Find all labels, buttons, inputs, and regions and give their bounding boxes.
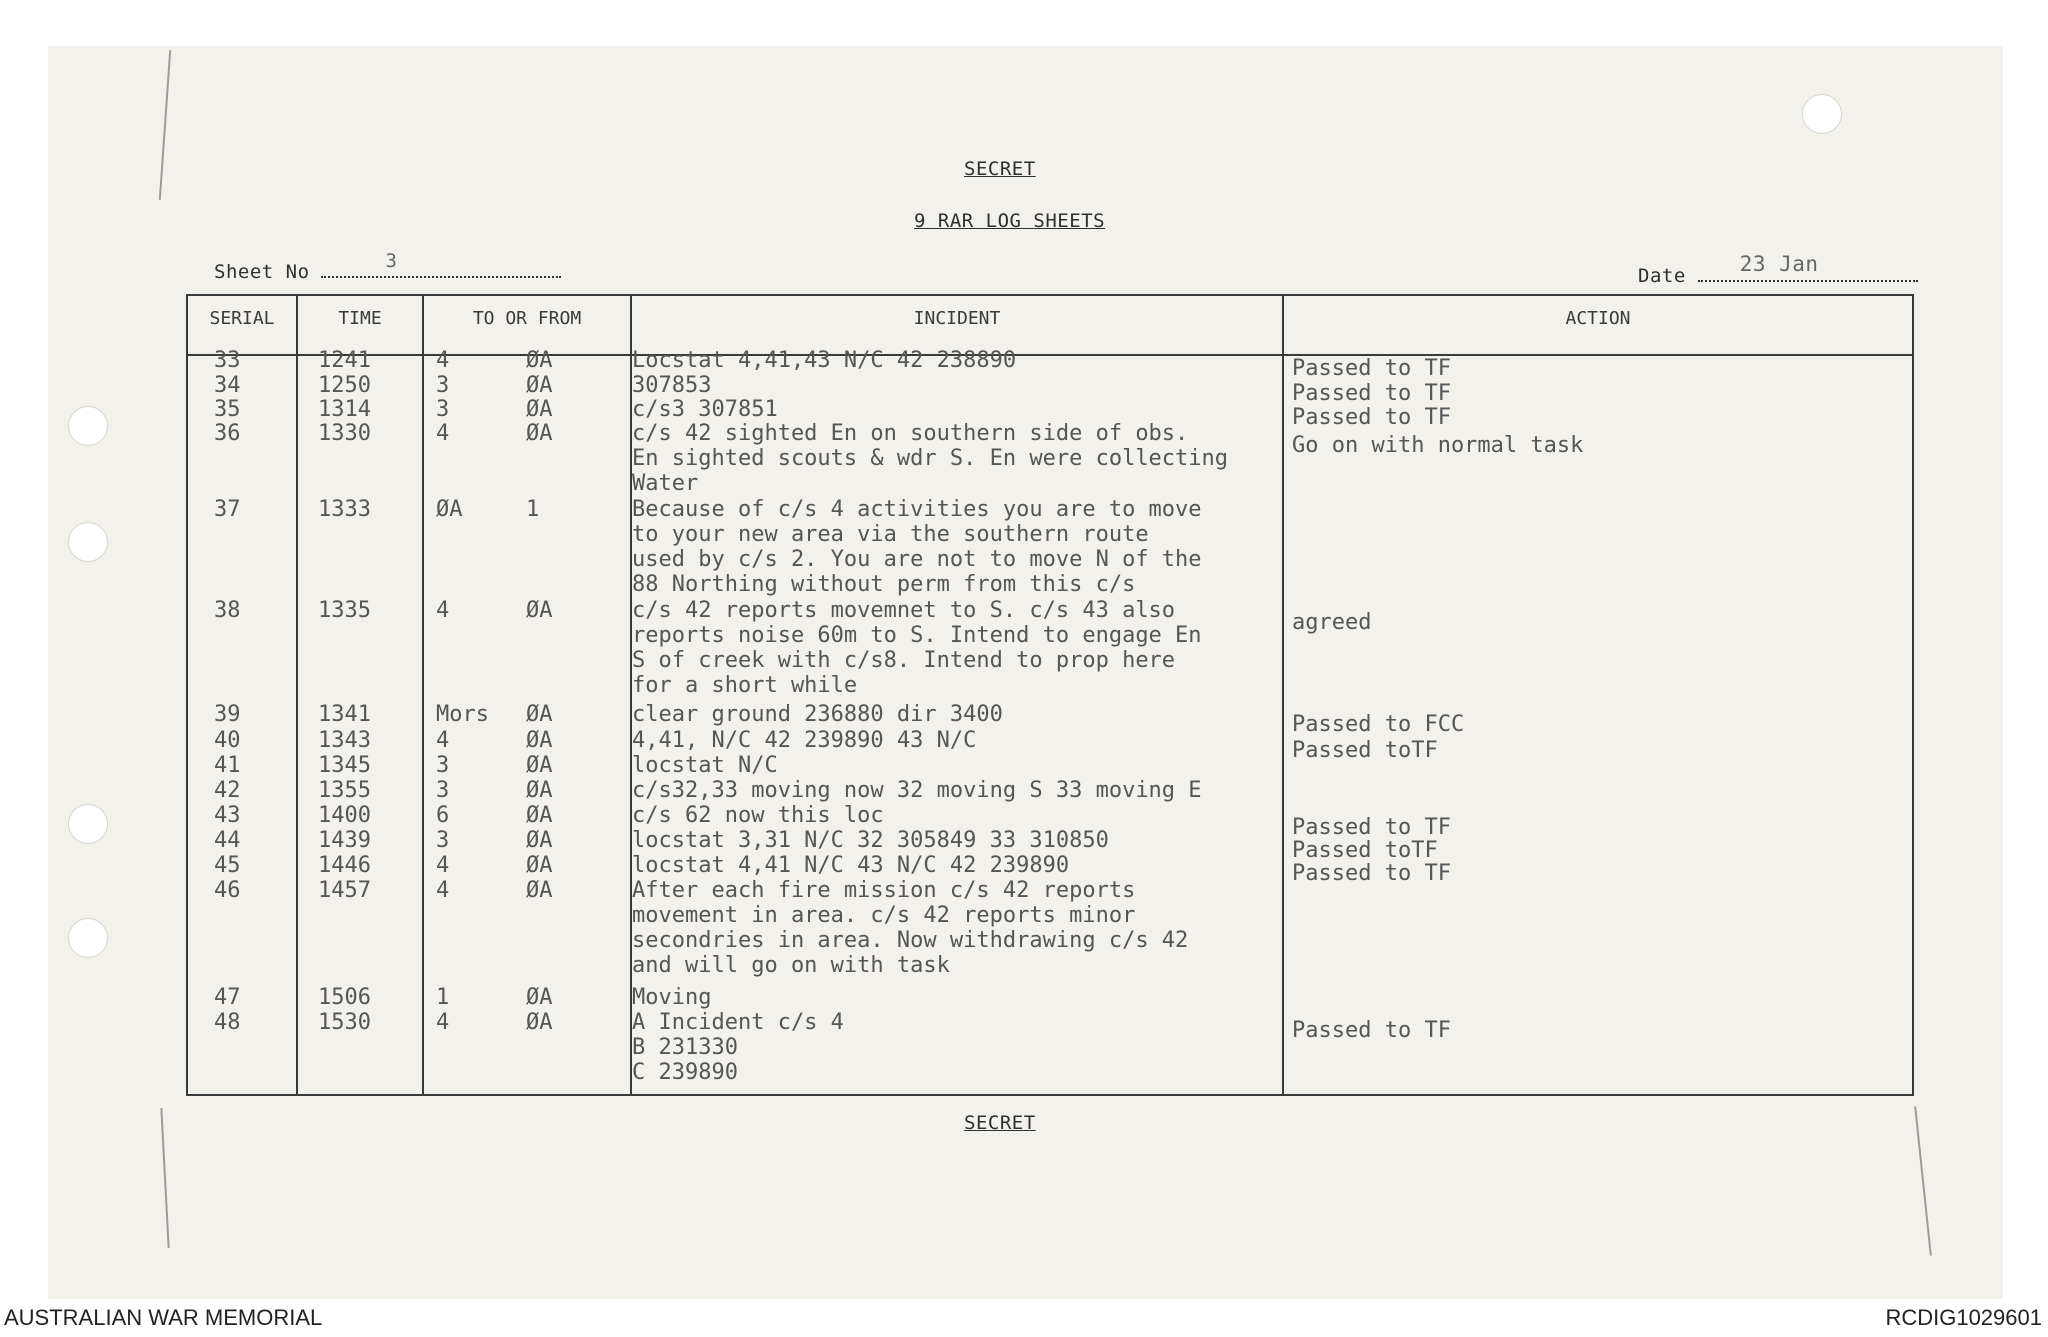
cell-inc — [632, 853, 1292, 878]
punch-hole — [68, 522, 108, 562]
cell-to: 3 — [436, 828, 450, 853]
cell-time: 1343 — [318, 728, 371, 753]
incident-line: to your new area via the southern route — [632, 522, 1149, 547]
cell-serial: 44 — [214, 828, 241, 853]
incident-line: C 239890 — [632, 1060, 738, 1085]
incident-line: 307853 — [632, 373, 712, 398]
cell-to: 4 — [436, 348, 450, 373]
cell-inc — [632, 397, 1292, 422]
incident-line: S of creek with c/s8. Intend to prop here — [632, 648, 1176, 673]
cell-inc — [632, 728, 1292, 753]
cell-to: 3 — [436, 373, 450, 398]
cell-act: Passed to TF — [1292, 405, 1451, 430]
cell-inc — [632, 702, 1292, 727]
incident-line: used by c/s 2. You are not to move N of the — [632, 547, 1202, 572]
col-header-time: TIME — [338, 308, 382, 329]
cell-serial: 39 — [214, 702, 241, 727]
stray-pencil-mark — [159, 50, 171, 200]
incident-line: for a short while — [632, 673, 858, 698]
cell-to: 4 — [436, 728, 450, 753]
cell-time: 1330 — [318, 421, 371, 446]
cell-to: 4 — [436, 421, 450, 446]
cell-serial: 47 — [214, 985, 241, 1010]
cell-to: 3 — [436, 753, 450, 778]
date-value: 23 Jan — [1739, 252, 1819, 276]
cell-time: 1530 — [318, 1010, 371, 1035]
cell-to: 4 — [436, 598, 450, 623]
cell-serial: 37 — [214, 497, 241, 522]
cell-time: 1250 — [318, 373, 371, 398]
cell-time: 1457 — [318, 878, 371, 903]
cell-from: ØA — [526, 753, 553, 778]
cell-inc — [632, 828, 1292, 853]
cell-act: Passed to TF — [1292, 356, 1451, 381]
sheet-label: Sheet No — [214, 261, 310, 283]
cell-to: 4 — [436, 878, 450, 903]
cell-act: Passed to TF — [1292, 1018, 1451, 1043]
cell-from: ØA — [526, 598, 553, 623]
stray-pencil-mark — [160, 1108, 169, 1248]
cell-time: 1241 — [318, 348, 371, 373]
incident-line: En sighted scouts & wdr S. En were collecting — [632, 446, 1229, 471]
cell-from: ØA — [526, 728, 553, 753]
cell-act: Passed to FCC — [1292, 712, 1465, 737]
cell-from: ØA — [526, 985, 553, 1010]
punch-hole — [68, 406, 108, 446]
incident-line: locstat N/C — [632, 753, 778, 778]
cell-act: Passed toTF — [1292, 738, 1438, 763]
classification-bottom: SECRET — [964, 1112, 1036, 1134]
incident-line: c/s32,33 moving now 32 moving S 33 moving E — [632, 778, 1202, 803]
cell-inc — [632, 803, 1292, 828]
document-title: 9 RAR LOG SHEETS — [914, 210, 1106, 232]
cell-act: agreed — [1292, 610, 1372, 635]
sheet-value: 3 — [385, 250, 398, 272]
cell-to: 3 — [436, 778, 450, 803]
incident-line: secondries in area. Now withdrawing c/s 42 — [632, 928, 1189, 953]
cell-to: 3 — [436, 397, 450, 422]
incident-line: Because of c/s 4 activities you are to move — [632, 497, 1202, 522]
cell-serial: 35 — [214, 397, 241, 422]
cell-from: ØA — [526, 397, 553, 422]
cell-time: 1400 — [318, 803, 371, 828]
incident-line: c/s3 307851 — [632, 397, 778, 422]
archive-credit: AUSTRALIAN WAR MEMORIAL — [4, 1305, 323, 1330]
incident-line: A Incident c/s 4 — [632, 1010, 844, 1035]
cell-act: Go on with normal task — [1292, 433, 1584, 458]
cell-from: ØA — [526, 853, 553, 878]
cell-act: Passed to TF — [1292, 815, 1451, 840]
incident-line: reports noise 60m to S. Intend to engage En — [632, 623, 1202, 648]
stray-pencil-mark — [1914, 1106, 1932, 1255]
incident-line: locstat 4,41 N/C 43 N/C 42 239890 — [632, 853, 1070, 878]
cell-inc — [632, 497, 1292, 597]
cell-from: ØA — [526, 421, 553, 446]
cell-time: 1345 — [318, 753, 371, 778]
cell-from: ØA — [526, 348, 553, 373]
cell-inc — [632, 1010, 1292, 1085]
cell-from: ØA — [526, 828, 553, 853]
cell-time: 1439 — [318, 828, 371, 853]
cell-serial: 48 — [214, 1010, 241, 1035]
cell-from: ØA — [526, 878, 553, 903]
cell-from: ØA — [526, 778, 553, 803]
incident-line: movement in area. c/s 42 reports minor — [632, 903, 1136, 928]
cell-serial: 42 — [214, 778, 241, 803]
cell-to: ØA — [436, 497, 463, 522]
incident-line: c/s 42 reports movemnet to S. c/s 43 also — [632, 598, 1176, 623]
sheet-number — [214, 250, 561, 283]
cell-time: 1335 — [318, 598, 371, 623]
cell-act: Passed to TF — [1292, 381, 1451, 406]
cell-inc — [632, 598, 1292, 698]
punch-hole — [1802, 94, 1842, 134]
cell-time: 1506 — [318, 985, 371, 1010]
archive-id: RCDIG1029601 — [1885, 1305, 2042, 1330]
cell-from: ØA — [526, 1010, 553, 1035]
incident-line: locstat 3,31 N/C 32 305849 33 310850 — [632, 828, 1109, 853]
col-header-to-or-from: TO OR FROM — [472, 308, 582, 329]
cell-inc — [632, 421, 1292, 496]
incident-line: c/s 42 sighted En on southern side of obs. — [632, 421, 1189, 446]
incident-line: B 231330 — [632, 1035, 738, 1060]
date-field — [1638, 252, 1918, 287]
col-header-serial: SERIAL — [209, 308, 275, 329]
cell-serial: 34 — [214, 373, 241, 398]
cell-serial: 46 — [214, 878, 241, 903]
cell-to: Mors — [436, 702, 489, 727]
cell-serial: 45 — [214, 853, 241, 878]
cell-act: Passed toTF — [1292, 838, 1438, 863]
col-header-action: ACTION — [1565, 308, 1631, 329]
cell-serial: 41 — [214, 753, 241, 778]
cell-from: ØA — [526, 803, 553, 828]
incident-line: and will go on with task — [632, 953, 950, 978]
cell-time: 1333 — [318, 497, 371, 522]
cell-act: Passed to TF — [1292, 861, 1451, 886]
cell-inc — [632, 878, 1292, 978]
cell-time: 1341 — [318, 702, 371, 727]
date-label: Date — [1638, 265, 1686, 287]
incident-line: clear ground 236880 dir 3400 — [632, 702, 1003, 727]
cell-time: 1446 — [318, 853, 371, 878]
incident-line: Moving — [632, 985, 712, 1010]
cell-inc — [632, 778, 1292, 803]
incident-line: c/s 62 now this loc — [632, 803, 884, 828]
incident-line: 88 Northing without perm from this c/s — [632, 572, 1136, 597]
cell-to: 6 — [436, 803, 450, 828]
cell-inc — [632, 373, 1292, 398]
cell-inc — [632, 985, 1292, 1010]
cell-serial: 40 — [214, 728, 241, 753]
incident-line: Water — [632, 471, 699, 496]
cell-serial: 33 — [214, 348, 241, 373]
classification-top: SECRET — [964, 158, 1036, 180]
cell-from: 1 — [526, 497, 540, 522]
incident-line: After each fire mission c/s 42 reports — [632, 878, 1136, 903]
cell-serial: 36 — [214, 421, 241, 446]
incident-line: 4,41, N/C 42 239890 43 N/C — [632, 728, 977, 753]
col-header-incident: INCIDENT — [913, 308, 1001, 329]
incident-line: Locstat 4,41,43 N/C 42 238890 — [632, 348, 1017, 373]
cell-to: 4 — [436, 1010, 450, 1035]
cell-to: 4 — [436, 853, 450, 878]
cell-inc — [632, 753, 1292, 778]
cell-serial: 43 — [214, 803, 241, 828]
cell-from: ØA — [526, 702, 553, 727]
cell-time: 1355 — [318, 778, 371, 803]
cell-serial: 38 — [214, 598, 241, 623]
cell-to: 1 — [436, 985, 450, 1010]
punch-hole — [68, 918, 108, 958]
cell-from: ØA — [526, 373, 553, 398]
punch-hole — [68, 804, 108, 844]
cell-inc — [632, 348, 1292, 373]
cell-time: 1314 — [318, 397, 371, 422]
